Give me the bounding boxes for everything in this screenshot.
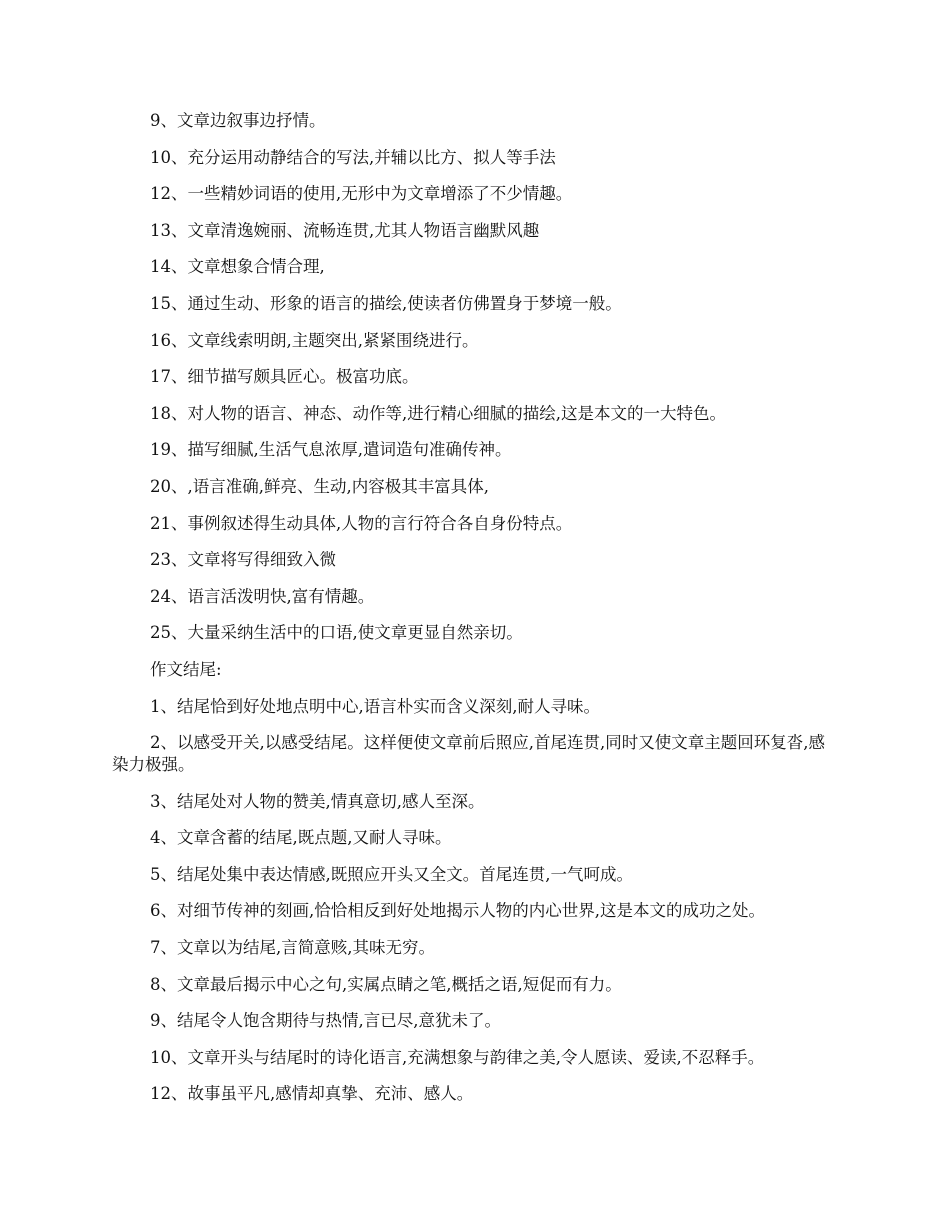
paragraph: 9、文章边叙事边抒情。 xyxy=(150,111,326,130)
paragraph: 10、文章开头与结尾时的诗化语言,充满想象与韵律之美,令人愿读、爱读,不忍释手。 xyxy=(150,1047,765,1067)
paragraph: 16、文章线索明朗,主题突出,紧紧围绕进行。 xyxy=(150,330,479,350)
paragraph: 12、故事虽平凡,感情却真挚、充沛、感人。 xyxy=(150,1084,474,1104)
paragraph: 17、细节描写颇具匠心。极富功底。 xyxy=(150,367,419,387)
paragraph: 6、对细节传神的刻画,恰恰相反到好处地揭示人物的内心世界,这是本文的成功之处。 xyxy=(150,901,765,921)
paragraph: 13、文章清逸婉丽、流畅连贯,尤其人物语言幽默风趣 xyxy=(150,220,540,240)
paragraph: 14、文章想象合情合理, xyxy=(150,257,325,277)
paragraph: 3、结尾处对人物的赞美,情真意切,感人至深。 xyxy=(150,791,485,811)
paragraph: 9、结尾令人饱含期待与热情,言已尽,意犹未了。 xyxy=(150,1011,501,1031)
paragraph: 19、描写细腻,生活气息浓厚,遣词造句准确传神。 xyxy=(150,440,512,460)
paragraph: 2、以感受开关,以感受结尾。这样便使文章前后照应,首尾连贯,同时又使文章主题回环复沓,感染力极强。 xyxy=(112,733,825,775)
paragraph: 7、文章以为结尾,言简意赅,其味无穷。 xyxy=(150,938,435,958)
paragraph: 18、对人物的语言、神态、动作等,进行精心细腻的描绘,这是本文的一大特色。 xyxy=(150,403,726,423)
paragraph: 10、充分运用动静结合的写法,并辅以比方、拟人等手法 xyxy=(150,147,556,167)
paragraph: 24、语言活泼明快,富有情趣。 xyxy=(150,586,375,606)
paragraph: 12、一些精妙词语的使用,无形中为文章增添了不少情趣。 xyxy=(150,184,573,204)
paragraph: 8、文章最后揭示中心之句,实属点睛之笔,概括之语,短促而有力。 xyxy=(150,974,622,994)
paragraph: 5、结尾处集中表达情感,既照应开头又全文。首尾连贯,一气呵成。 xyxy=(150,864,633,884)
paragraph: 15、通过生动、形象的语言的描绘,使读者仿佛置身于梦境一般。 xyxy=(150,293,622,313)
paragraph: 25、大量采纳生活中的口语,使文章更显自然亲切。 xyxy=(150,623,523,643)
paragraph: 1、结尾恰到好处地点明中心,语言朴实而含义深刻,耐人寻味。 xyxy=(150,696,600,716)
paragraph: 20、,语言准确,鲜亮、生动,内容极其丰富具体, xyxy=(150,476,489,496)
paragraph: 4、文章含蓄的结尾,既点题,又耐人寻味。 xyxy=(150,828,452,848)
section-heading: 作文结尾: xyxy=(150,659,222,679)
paragraph: 23、文章将写得细致入微 xyxy=(150,550,336,570)
paragraph: 21、事例叙述得生动具体,人物的言行符合各自身份特点。 xyxy=(150,513,573,533)
document-body xyxy=(112,110,832,1120)
